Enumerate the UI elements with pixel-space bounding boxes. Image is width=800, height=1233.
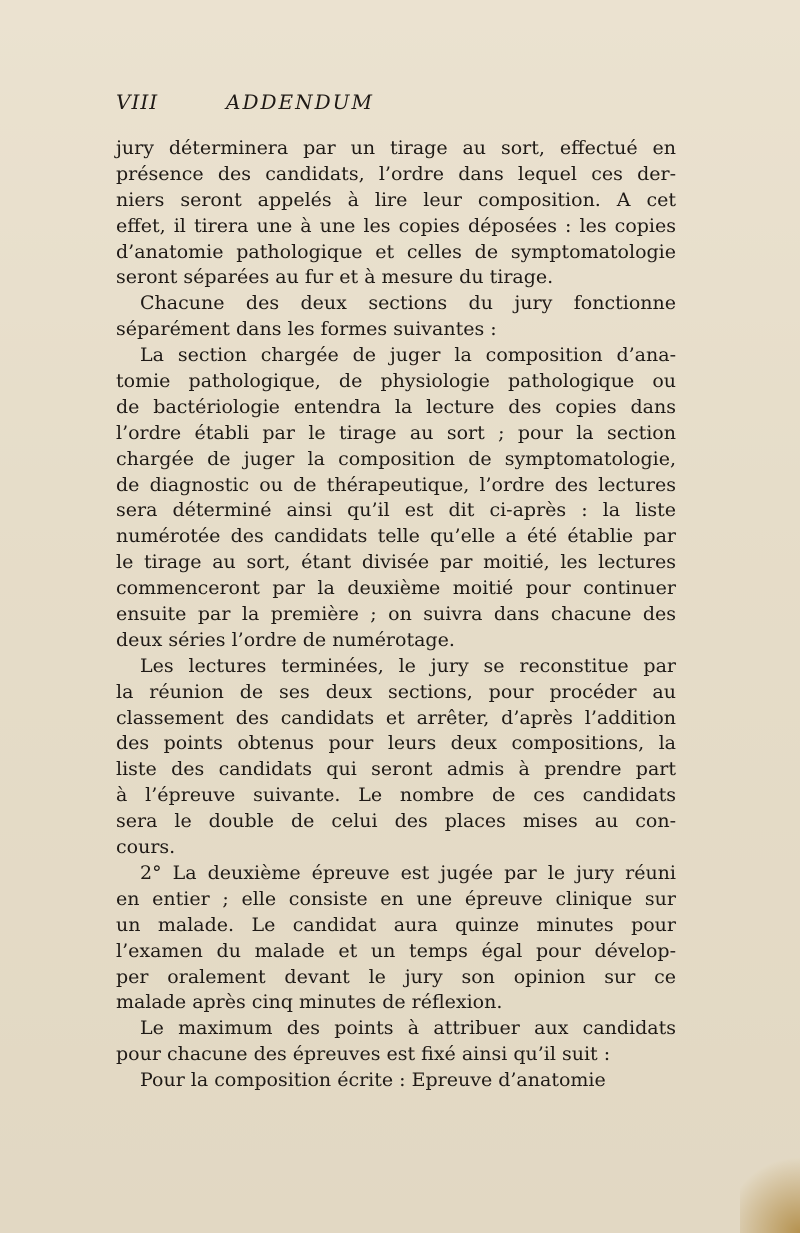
page-header <box>116 86 716 120</box>
text-line: Pour la composition écrite : Epreuve d’anatomie <box>140 1069 606 1092</box>
text-line: en entier ; elle consiste en une épreuve clinique sur <box>116 887 676 910</box>
text-line: d’anatomie pathologique et celles de symptomatologie <box>116 240 676 263</box>
text-line: Les lectures terminées, le jury se reconstitue par <box>140 654 676 677</box>
text-line: per oralement devant le jury son opinion sur ce <box>116 965 676 988</box>
text-line: classement des candidats et arrêter, d’après l’addition <box>116 706 676 729</box>
text-line: chargée de juger la composition de symptomatologie, <box>116 447 676 470</box>
text-line: de diagnostic ou de thérapeutique, l’ordre des lectures <box>116 473 676 496</box>
text-line: sera le double de celui des places mises au con- <box>116 810 676 833</box>
text-line: le tirage au sort, étant divisée par moitié, les lectures <box>116 551 676 574</box>
text-line: pour chacune des épreuves est fixé ainsi qu’il suit : <box>116 1043 611 1066</box>
text-line: un malade. Le candidat aura quinze minutes pour <box>116 913 676 936</box>
text-line: l’ordre établi par le tirage au sort ; pour la section <box>116 421 676 444</box>
running-title: ADDENDUM <box>226 90 374 114</box>
text-line: Le maximum des points à attribuer aux candidats <box>140 1017 676 1040</box>
text-line: de bactériologie entendra la lecture des copies dans <box>116 395 676 418</box>
text-line: séparément dans les formes suivantes : <box>116 318 497 341</box>
text-line: effet, il tirera une à une les copies déposées : les copies <box>116 214 676 237</box>
text-line: jury déterminera par un tirage au sort, effectué en <box>116 137 676 159</box>
text-line: Chacune des deux sections du jury fonctionne <box>140 292 676 315</box>
text-line: ensuite par la première ; on suivra dans chacune des <box>116 603 676 626</box>
text-line: à l’épreuve suivante. Le nombre de ces candidats <box>116 784 676 807</box>
text-line: deux séries l’ordre de numérotage. <box>116 628 455 651</box>
text-line: sera déterminé ainsi qu’il est dit ci-après : la liste <box>116 499 676 522</box>
text-line: commenceront par la deuxième moitié pour continuer <box>116 577 676 600</box>
text-line: seront séparées au fur et à mesure du tirage. <box>116 266 554 289</box>
body-text <box>116 136 676 1094</box>
text-line: la réunion de ses deux sections, pour procéder au <box>116 680 676 703</box>
text-line: présence des candidats, l’ordre dans lequel ces der- <box>116 162 676 185</box>
text-line: 2° La deuxième épreuve est jugée par le jury réuni <box>140 861 676 884</box>
text-line: malade après cinq minutes de réflexion. <box>116 991 503 1014</box>
page-corner-stain <box>740 1143 800 1233</box>
text-line: cours. <box>116 836 176 859</box>
text-line: tomie pathologique, de physiologie pathologique ou <box>116 370 676 393</box>
text-line: des points obtenus pour leurs deux compositions, la <box>116 732 676 755</box>
page-number: VIII <box>116 90 159 114</box>
text-line: liste des candidats qui seront admis à prendre part <box>116 758 676 781</box>
text-line: niers seront appelés à lire leur composition. A cet <box>116 188 676 211</box>
text-line: numérotée des candidats telle qu’elle a été établie par <box>116 525 676 548</box>
text-line: l’examen du malade et un temps égal pour dévelop- <box>116 939 676 962</box>
text-line: La section chargée de juger la composition d’ana- <box>140 344 676 367</box>
